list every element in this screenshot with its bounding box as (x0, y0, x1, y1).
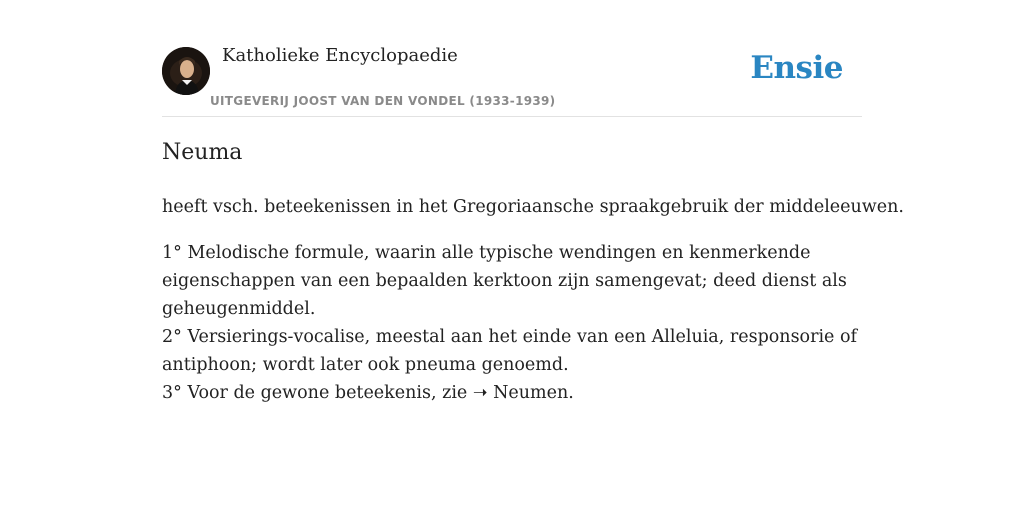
body-line: eigenschappen van een bepaalden kerktoon zijn samengevat; deed dienst als (162, 271, 847, 291)
xref-label: Neumen (493, 383, 569, 403)
page-container (162, 0, 904, 403)
body-line-prefix: 3° Voor de gewone beteekenis, zie (162, 383, 473, 403)
arrow-right-icon: ➝ (472, 383, 488, 403)
portrait-icon (162, 47, 210, 95)
body-line: 2° Versierings-vocalise, meestal aan het einde van een Alleluia, responsorie of (162, 327, 857, 347)
site-header (162, 0, 862, 117)
body-line: 1° Melodische formule, waarin alle typische wendingen en kenmerkende (162, 243, 811, 263)
article-body (162, 239, 862, 407)
body-line: antiphoon; wordt later ook pneuma genoemd. (162, 355, 569, 375)
body-line-xref (162, 379, 862, 407)
body-line: geheugenmiddel. (162, 299, 316, 319)
ensie-logo[interactable]: Ensie (750, 50, 843, 86)
article-intro: heeft vsch. beteekenissen in het Gregoriaansche spraakgebruik der middeleeuwen. (162, 197, 904, 217)
body-line-suffix: . (568, 383, 574, 403)
site-title[interactable]: Katholieke Encyclopaedie (222, 45, 458, 66)
xref-link-neumen[interactable] (473, 383, 568, 403)
article-title: Neuma (162, 140, 243, 165)
publisher-label: UITGEVERIJ JOOST VAN DEN VONDEL (1933-1939) (210, 94, 556, 108)
avatar[interactable] (162, 47, 210, 95)
